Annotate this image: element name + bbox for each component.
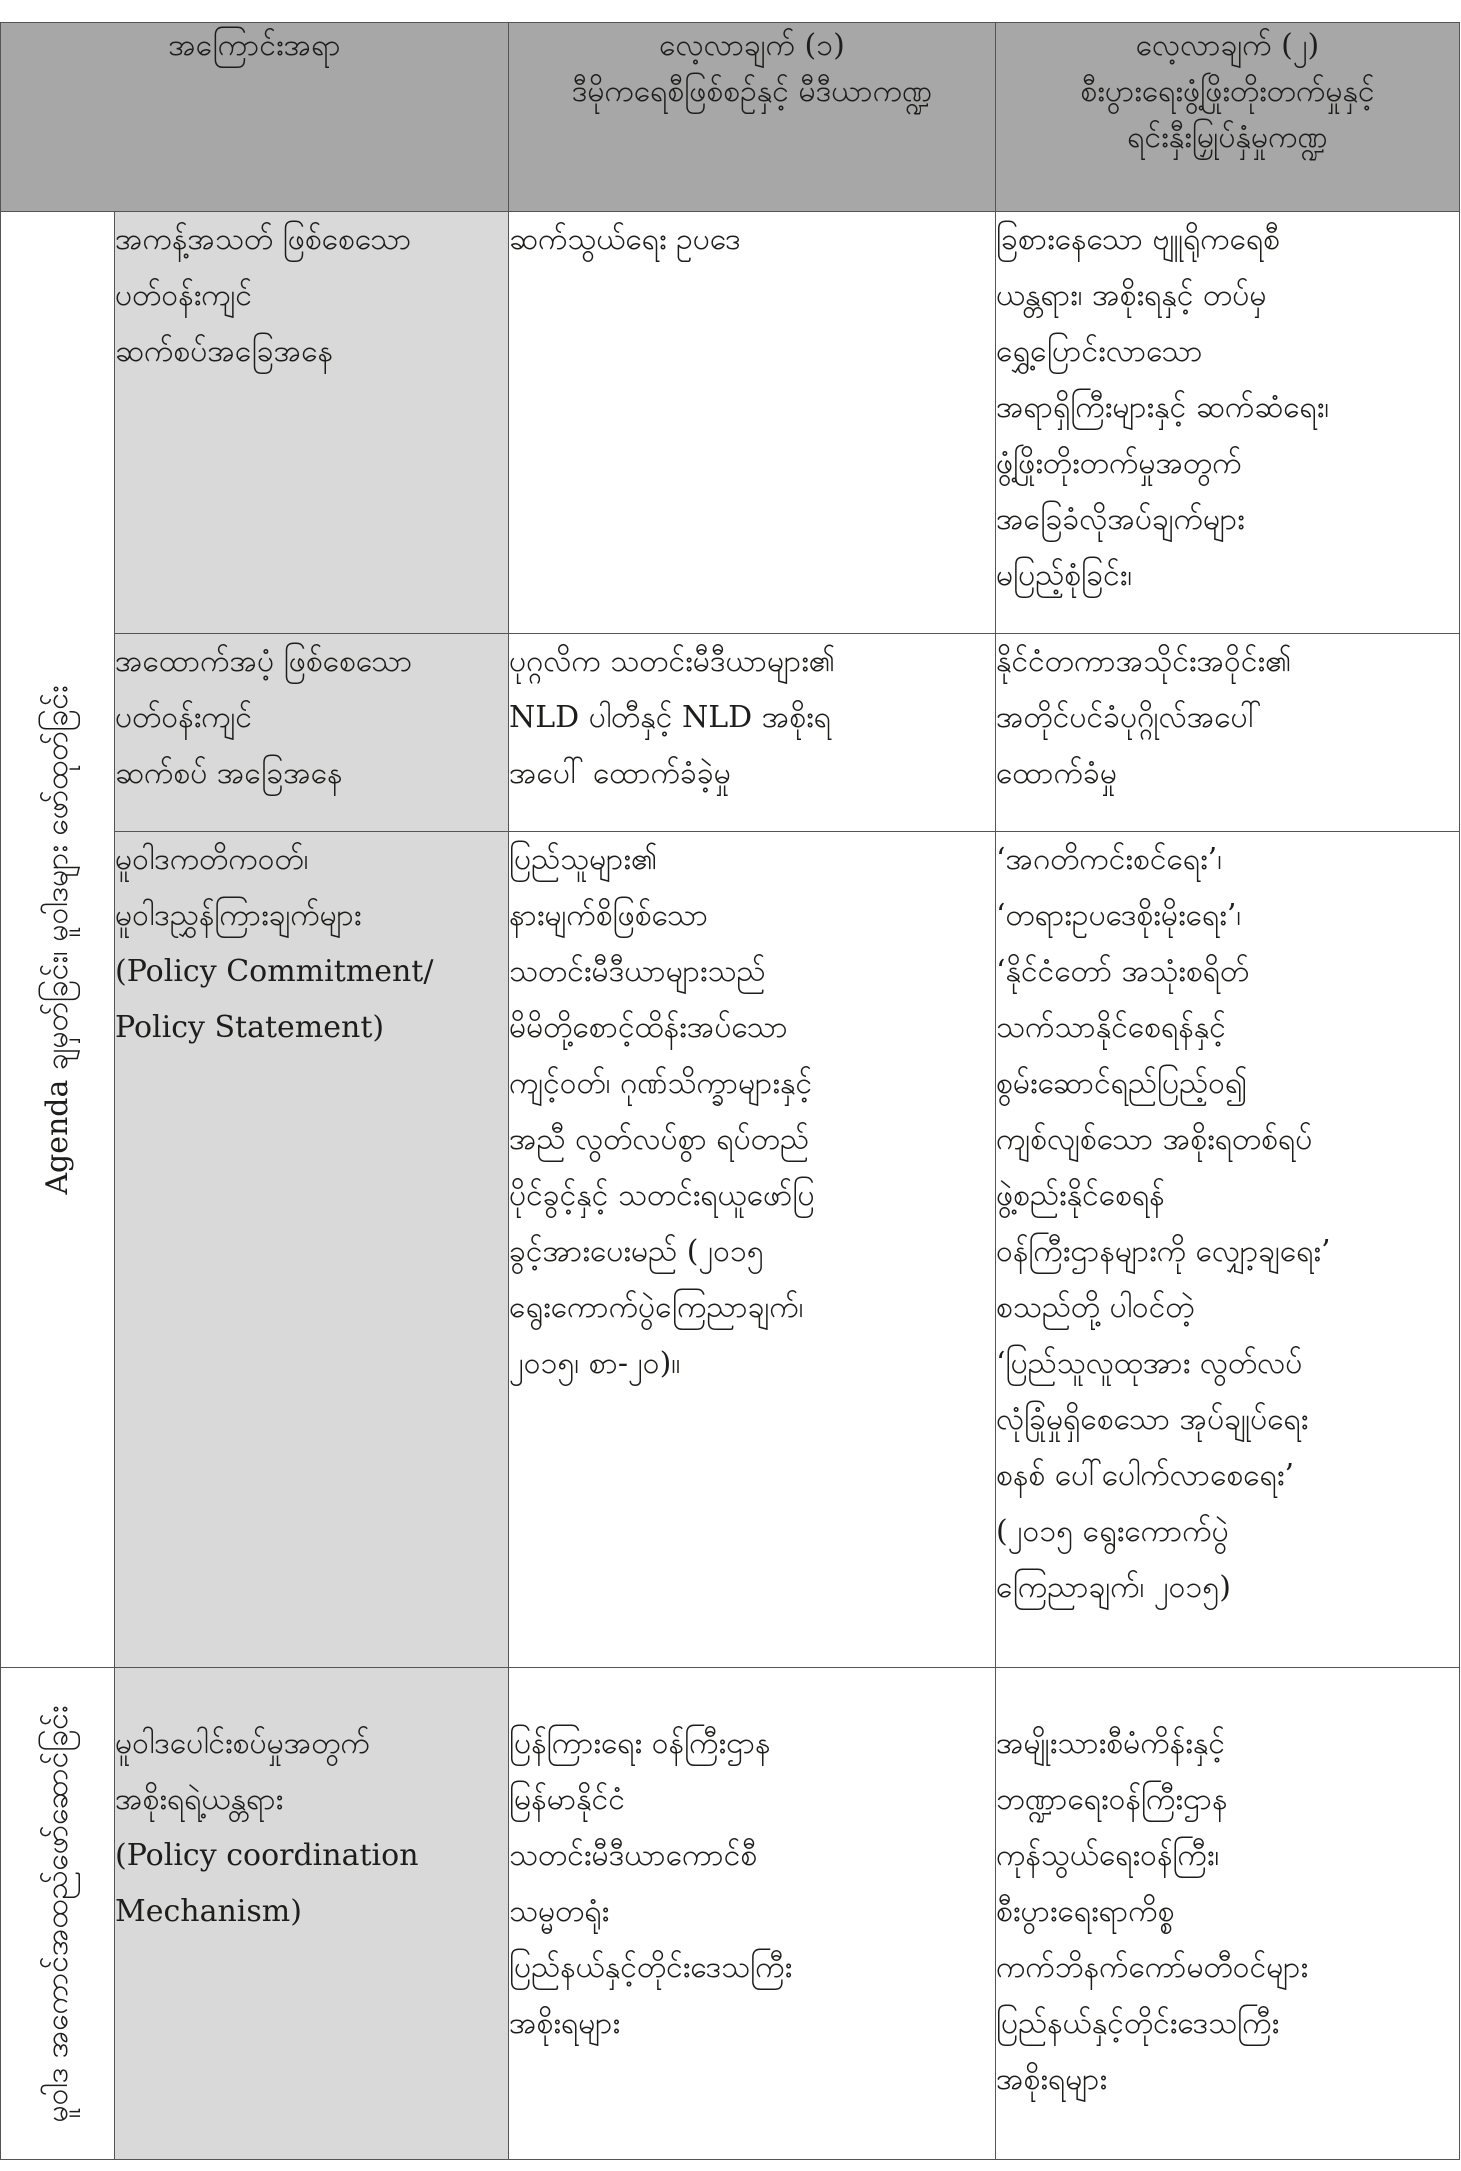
topic-cell [115, 212, 509, 634]
study-2-line: အတိုင်ပင်ခံပုဂ္ဂိုလ်အပေါ် [996, 700, 1262, 735]
study-2-line: မပြည့်စုံခြင်း၊ [996, 558, 1133, 593]
study-1-line: မိမိတို့စောင့်ထိန်းအပ်သော [509, 1010, 788, 1045]
topic-line: (Policy Commitment/ [115, 954, 434, 989]
study-1-line: ပြန်ကြားရေး ဝန်ကြီးဌာန [509, 1726, 771, 1761]
study-2-line: ပြည်နယ်နှင့်တိုင်းဒေသကြီး [996, 2006, 1280, 2041]
study-1-line: သတင်းမီဒီယာများသည် [509, 954, 766, 989]
topic-line: Policy Statement) [115, 1010, 385, 1045]
header-row [1, 23, 1460, 212]
study-2-line: စသည်တို့ ပါဝင်တဲ့ [996, 1290, 1195, 1325]
study-2-line: ထောက်ခံမှု [996, 756, 1117, 791]
study-2-line: ကြေညာချက်၊ ၂၀၁၅) [996, 1570, 1231, 1605]
study-1-line: နားမျက်စိဖြစ်သော [509, 898, 709, 933]
topic-line: အကန့်အသတ် ဖြစ်စေသော [115, 222, 412, 257]
study-2-line: ယန္တရား၊ အစိုးရနှင့် တပ်မှ [996, 278, 1267, 313]
topic-line: အစိုးရရဲ့ယန္တရား [115, 1782, 284, 1817]
header-study-2-line: ရင်းနှီးမြှုပ်နှံမှုကဏ္ဍ [1127, 120, 1328, 155]
study-2-line: ဝန်ကြီးဌာနများကို လျှော့ချရေး’ [996, 1234, 1331, 1269]
study-2-line: ကုန်သွယ်ရေးဝန်ကြီး၊ [996, 1838, 1220, 1873]
table-row [1, 1668, 1460, 2160]
topic-cell [115, 1668, 509, 2160]
group-label-agenda: Agenda ချမှတ်ခြင်း၊ မူဝါဒများ ဖော်ထုတ်ခြင်း [39, 684, 75, 1195]
group-label-implementation: မူဝါဒ အကောင်အထည်ဖော်ဆောင်ခြင်း [39, 1704, 75, 2123]
study-1-cell [509, 634, 996, 832]
study-1-line: မြန်မာနိုင်ငံ [509, 1782, 625, 1817]
study-2-line: စီးပွားရေးရာကိစ္စ [996, 1894, 1175, 1929]
study-2-line: စွမ်းဆောင်ရည်ပြည့်ဝ၍ [996, 1066, 1248, 1101]
header-topic-line: အကြောင်းအရာ [168, 28, 341, 63]
topic-line: အထောက်အပံ့ ဖြစ်စေသော [115, 644, 413, 679]
header-study-1-line: လေ့လာချက် (၁) [659, 28, 845, 63]
study-1-line: ပြည်သူများ၏ [509, 842, 658, 877]
topic-line: Mechanism) [115, 1894, 302, 1929]
table-row [1, 212, 1460, 634]
study-2-line: လုံခြုံမှုရှိစေသော အုပ်ချုပ်ရေး [996, 1402, 1309, 1437]
group-label-cell-implementation [1, 1668, 115, 2160]
study-2-line: ခြစားနေသော ဗျူရိုကရေစီ [996, 222, 1281, 257]
topic-line: မူဝါဒကတိကဝတ်၊ [115, 842, 309, 877]
topic-cell [115, 634, 509, 832]
header-study-1 [509, 23, 996, 212]
topic-line: မူဝါဒပေါင်းစပ်မှုအတွက် [115, 1726, 370, 1761]
topic-line: ပတ်ဝန်းကျင် [115, 278, 253, 313]
study-2-line: သက်သာနိုင်စေရန်နှင့် [996, 1010, 1226, 1045]
study-2-line: ဖွံ့ဖြိုးတိုးတက်မှုအတွက် [996, 446, 1242, 481]
study-2-cell [996, 634, 1460, 832]
group-label-cell-agenda [1, 212, 115, 1668]
topic-cell [115, 832, 509, 1668]
study-2-line: ‘ပြည်သူလူထုအား လွတ်လပ် [996, 1346, 1303, 1381]
study-2-line: အမျိုးသားစီမံကိန်းနှင့် [996, 1726, 1225, 1761]
study-2-line: (၂၀၁၅ ရွေးကောက်ပွဲ [996, 1514, 1229, 1549]
study-2-line: ကက်ဘိနက်ကော်မတီဝင်များ [996, 1950, 1309, 1985]
topic-line: (Policy coordination [115, 1838, 419, 1873]
study-1-cell [509, 832, 996, 1668]
header-topic [1, 23, 509, 212]
study-2-line: ‘အဂတိကင်းစင်ရေး’၊ [996, 842, 1222, 877]
study-1-cell [509, 212, 996, 634]
study-2-line: ရွှေ့ပြောင်းလာသော [996, 334, 1203, 369]
study-1-line: သတင်းမီဒီယာကောင်စီ [509, 1838, 758, 1873]
study-1-line: အပေါ် ထောက်ခံခဲ့မှု [509, 756, 731, 791]
table-row [1, 634, 1460, 832]
header-study-2-line: စီးပွားရေးဖွံ့ဖြိုးတိုးတက်မှုနှင့် [1080, 74, 1375, 109]
study-1-line: သမ္မတရုံး [509, 1894, 610, 1929]
study-1-line: ရွေးကောက်ပွဲကြေညာချက်၊ [509, 1290, 804, 1325]
header-study-1-line: ဒီမိုကရေစီဖြစ်စဉ်နှင့် မီဒီယာကဏ္ဍ [571, 74, 933, 109]
topic-line: ပတ်ဝန်းကျင် [115, 700, 253, 735]
study-2-line: အခြေခံလိုအပ်ချက်များ [996, 502, 1245, 537]
study-1-line: ခွင့်အားပေးမည် (၂၀၁၅ [509, 1234, 764, 1269]
study-1-line: ကျင့်ဝတ်၊ ဂုဏ်သိက္ခာများနှင့် [509, 1066, 813, 1101]
study-2-line: အစိုးရများ [996, 2062, 1108, 2097]
comparison-table [0, 22, 1460, 2160]
study-2-line: ‘နိုင်ငံတော် အသုံးစရိတ် [996, 954, 1250, 989]
study-2-line: ‘တရားဥပဒေစိုးမိုးရေး’၊ [996, 898, 1242, 933]
study-2-cell [996, 212, 1460, 634]
topic-line: မူဝါဒညွှန်ကြားချက်များ [115, 898, 362, 933]
study-2-line: စနစ် ပေါ်ပေါက်လာစေရေး’ [996, 1458, 1294, 1493]
study-2-line: နိုင်ငံတကာအသိုင်းအဝိုင်း၏ [996, 644, 1292, 679]
study-1-cell [509, 1668, 996, 2160]
study-1-line: ပြည်နယ်နှင့်တိုင်းဒေသကြီး [509, 1950, 793, 1985]
header-study-2 [996, 23, 1460, 212]
study-2-line: ကျစ်လျစ်သော အစိုးရတစ်ရပ် [996, 1122, 1313, 1157]
study-1-line: NLD ပါတီနှင့် NLD အစိုးရ [509, 700, 831, 735]
study-2-cell [996, 1668, 1460, 2160]
study-1-line: အညီ လွတ်လပ်စွာ ရပ်တည် [509, 1122, 809, 1157]
table-row [1, 832, 1460, 1668]
study-2-line: ဘဏ္ဍာရေးဝန်ကြီးဌာန [996, 1782, 1228, 1817]
study-1-line: ဆက်သွယ်ရေး ဥပဒေ [509, 222, 741, 257]
topic-line: ဆက်စပ်အခြေအနေ [115, 334, 334, 369]
study-2-line: ဖွဲ့စည်းနိုင်စေရန် [996, 1178, 1165, 1213]
study-1-line: ၂၀၁၅၊ စာ-၂၀)။ [509, 1346, 681, 1381]
topic-line: ဆက်စပ် အခြေအနေ [115, 756, 343, 791]
study-1-line: ပိုင်ခွင့်နှင့် သတင်းရယူဖော်ပြ [509, 1178, 815, 1213]
study-2-line: အရာရှိကြီးများနှင့် ဆက်ဆံရေး၊ [996, 390, 1330, 425]
study-2-cell [996, 832, 1460, 1668]
header-study-2-line: လေ့လာချက် (၂) [1135, 28, 1320, 63]
study-1-line: အစိုးရများ [509, 2006, 621, 2041]
study-1-line: ပုဂ္ဂလိက သတင်းမီဒီယာများ၏ [509, 644, 836, 679]
